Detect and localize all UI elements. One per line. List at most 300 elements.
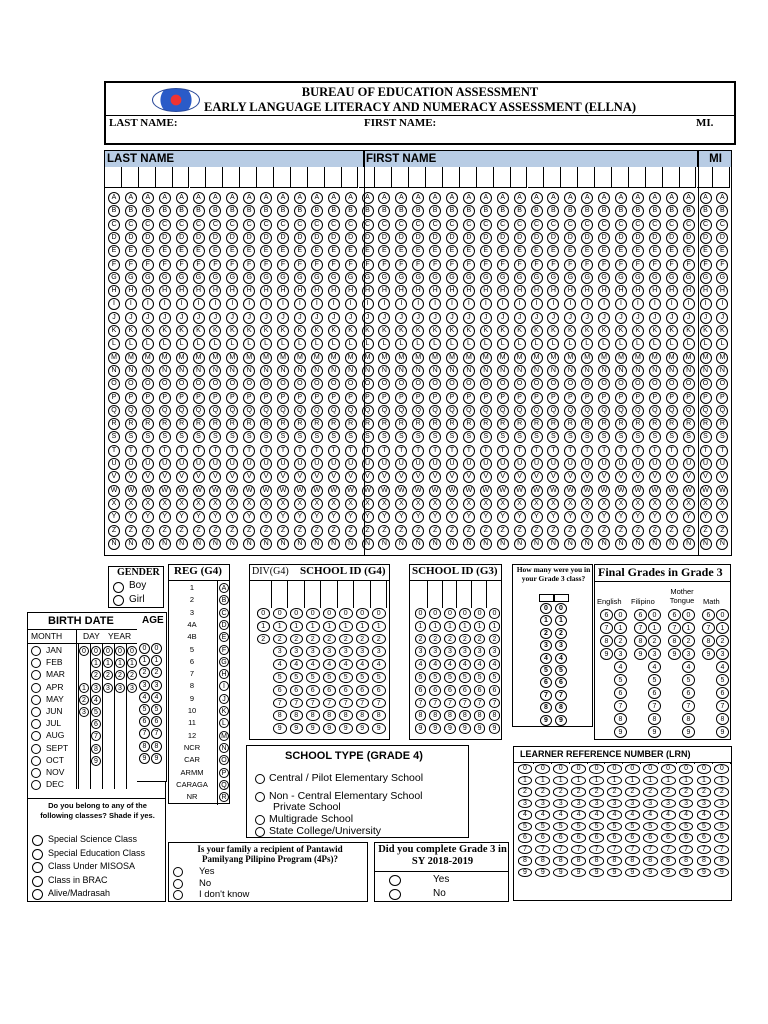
name-letter-bubble[interactable]: P xyxy=(581,392,593,404)
name-letter-box[interactable] xyxy=(511,167,528,188)
school-type-bubble[interactable] xyxy=(255,792,265,802)
name-letter-bubble[interactable]: U xyxy=(277,458,289,470)
age-digit-bubble[interactable]: 4 xyxy=(139,692,150,703)
school-id-g4-digit-box[interactable] xyxy=(255,580,272,608)
name-letter-bubble[interactable]: M xyxy=(683,352,695,364)
name-letter-bubble[interactable]: D xyxy=(294,232,306,244)
name-letter-bubble[interactable]: R xyxy=(463,418,475,430)
name-letter-bubble[interactable]: Ñ xyxy=(700,538,712,550)
name-letter-bubble[interactable]: W xyxy=(429,485,441,497)
name-letter-bubble[interactable]: M xyxy=(108,352,120,364)
name-letter-bubble[interactable]: T xyxy=(581,445,593,457)
name-letter-bubble[interactable]: F xyxy=(209,259,221,271)
name-letter-bubble[interactable]: T xyxy=(277,445,289,457)
name-letter-bubble[interactable]: M xyxy=(716,352,728,364)
name-letter-bubble[interactable]: J xyxy=(598,312,610,324)
school-id-g4-digit-bubble[interactable]: 1 xyxy=(290,621,304,632)
name-letter-bubble[interactable]: B xyxy=(564,205,576,217)
name-letter-bubble[interactable]: B xyxy=(260,205,272,217)
name-letter-bubble[interactable]: J xyxy=(226,312,238,324)
date-digit-bubble[interactable]: 3 xyxy=(91,683,101,693)
lrn-digit-bubble[interactable]: 8 xyxy=(661,856,676,866)
name-letter-bubble[interactable]: M xyxy=(395,352,407,364)
name-letter-bubble[interactable]: O xyxy=(514,378,526,390)
name-letter-bubble[interactable]: U xyxy=(226,458,238,470)
name-letter-bubble[interactable]: C xyxy=(514,219,526,231)
name-letter-bubble[interactable]: Z xyxy=(463,525,475,537)
name-letter-bubble[interactable]: E xyxy=(615,245,627,257)
name-letter-bubble[interactable]: V xyxy=(311,471,323,483)
name-letter-bubble[interactable]: K xyxy=(531,325,543,337)
name-letter-bubble[interactable]: E xyxy=(632,245,644,257)
final-grade-ones-bubble[interactable]: 4 xyxy=(716,661,729,673)
name-letter-bubble[interactable]: U xyxy=(564,458,576,470)
region-bubble[interactable]: J xyxy=(219,694,229,704)
name-letter-bubble[interactable]: V xyxy=(328,471,340,483)
name-letter-bubble[interactable]: H xyxy=(547,285,559,297)
name-letter-bubble[interactable]: U xyxy=(328,458,340,470)
lrn-digit-bubble[interactable]: 6 xyxy=(625,833,640,843)
name-letter-bubble[interactable]: L xyxy=(395,338,407,350)
name-letter-bubble[interactable]: U xyxy=(159,458,171,470)
name-letter-bubble[interactable]: B xyxy=(176,205,188,217)
name-letter-bubble[interactable]: Y xyxy=(649,511,661,523)
name-letter-bubble[interactable]: H xyxy=(108,285,120,297)
name-letter-bubble[interactable]: V xyxy=(683,471,695,483)
name-letter-bubble[interactable]: Y xyxy=(632,511,644,523)
final-grade-tens-bubble[interactable]: 8 xyxy=(634,635,647,647)
name-letter-bubble[interactable]: P xyxy=(615,392,627,404)
name-letter-bubble[interactable]: C xyxy=(243,219,255,231)
school-id-g4-digit-bubble[interactable]: 4 xyxy=(290,659,304,670)
class-size-digit-bubble[interactable]: 3 xyxy=(555,640,567,651)
name-letter-bubble[interactable]: L xyxy=(598,338,610,350)
lrn-digit-bubble[interactable]: 9 xyxy=(625,868,640,878)
name-letter-bubble[interactable]: D xyxy=(716,232,728,244)
name-letter-bubble[interactable]: L xyxy=(378,338,390,350)
region-bubble[interactable]: E xyxy=(219,632,229,642)
lrn-digit-bubble[interactable]: 5 xyxy=(714,822,729,832)
school-id-g4-digit-bubble[interactable]: 5 xyxy=(290,672,304,683)
name-letter-bubble[interactable]: M xyxy=(581,352,593,364)
class-option-bubble[interactable] xyxy=(32,835,43,846)
name-letter-bubble[interactable]: I xyxy=(547,298,559,310)
name-letter-bubble[interactable]: C xyxy=(328,219,340,231)
name-letter-bubble[interactable]: E xyxy=(581,245,593,257)
lrn-digit-bubble[interactable]: 9 xyxy=(571,868,586,878)
name-letter-bubble[interactable]: O xyxy=(395,378,407,390)
lrn-digit-bubble[interactable]: 4 xyxy=(714,810,729,820)
lrn-digit-bubble[interactable]: 9 xyxy=(607,868,622,878)
name-letter-bubble[interactable]: F xyxy=(547,259,559,271)
name-letter-bubble[interactable]: R xyxy=(176,418,188,430)
name-letter-bubble[interactable]: R xyxy=(193,418,205,430)
lrn-digit-bubble[interactable]: 5 xyxy=(553,822,568,832)
school-id-g4-digit-bubble[interactable]: 4 xyxy=(372,659,386,670)
name-letter-bubble[interactable]: D xyxy=(547,232,559,244)
name-letter-bubble[interactable]: B xyxy=(649,205,661,217)
name-letter-bubble[interactable]: D xyxy=(666,232,678,244)
name-letter-bubble[interactable]: Ñ xyxy=(615,538,627,550)
name-letter-bubble[interactable]: J xyxy=(176,312,188,324)
lrn-digit-bubble[interactable]: 8 xyxy=(553,856,568,866)
school-id-g3-digit-bubble[interactable]: 3 xyxy=(489,646,501,657)
lrn-digit-bubble[interactable]: 2 xyxy=(589,787,604,797)
school-id-g4-digit-bubble[interactable]: 8 xyxy=(323,710,337,721)
school-id-g4-digit-bubble[interactable]: 8 xyxy=(273,710,287,721)
final-grade-ones-bubble[interactable]: 0 xyxy=(716,609,729,621)
name-letter-bubble[interactable]: W xyxy=(463,485,475,497)
name-letter-bubble[interactable]: C xyxy=(277,219,289,231)
lrn-digit-bubble[interactable]: 4 xyxy=(518,810,533,820)
name-letter-box[interactable] xyxy=(359,167,376,188)
lrn-digit-bubble[interactable]: 6 xyxy=(714,833,729,843)
name-letter-box[interactable] xyxy=(274,167,291,188)
month-bubble[interactable] xyxy=(31,731,41,741)
name-letter-bubble[interactable]: S xyxy=(497,431,509,443)
lrn-digit-bubble[interactable]: 3 xyxy=(679,799,694,809)
school-id-g3-digit-bubble[interactable]: 9 xyxy=(489,723,501,734)
name-letter-bubble[interactable]: X xyxy=(463,498,475,510)
name-letter-bubble[interactable]: Ñ xyxy=(176,538,188,550)
name-letter-bubble[interactable]: W xyxy=(683,485,695,497)
lrn-digit-bubble[interactable]: 2 xyxy=(625,787,640,797)
date-digit-bubble[interactable]: 2 xyxy=(79,695,89,705)
name-letter-bubble[interactable]: X xyxy=(243,498,255,510)
name-letter-bubble[interactable]: F xyxy=(260,259,272,271)
name-letter-bubble[interactable]: F xyxy=(429,259,441,271)
school-id-g3-digit-bubble[interactable]: 7 xyxy=(489,698,501,709)
gender-boy-bubble[interactable] xyxy=(113,582,124,593)
name-letter-bubble[interactable]: C xyxy=(564,219,576,231)
name-letter-bubble[interactable]: L xyxy=(480,338,492,350)
name-letter-bubble[interactable]: G xyxy=(716,272,728,284)
name-letter-bubble[interactable]: N xyxy=(581,365,593,377)
name-letter-bubble[interactable]: M xyxy=(328,352,340,364)
region-bubble[interactable]: D xyxy=(219,620,229,630)
name-letter-bubble[interactable]: M xyxy=(125,352,137,364)
name-letter-bubble[interactable]: Z xyxy=(176,525,188,537)
school-id-g3-digit-bubble[interactable]: 1 xyxy=(429,621,441,632)
date-digit-bubble[interactable]: 5 xyxy=(91,707,101,717)
final-grade-ones-bubble[interactable]: 3 xyxy=(614,648,627,660)
name-letter-bubble[interactable]: H xyxy=(446,285,458,297)
name-letter-bubble[interactable]: X xyxy=(497,498,509,510)
class-size-digit-bubble[interactable]: 8 xyxy=(540,702,552,713)
name-letter-bubble[interactable]: N xyxy=(514,365,526,377)
pantawid-option-bubble[interactable] xyxy=(173,867,183,877)
name-letter-bubble[interactable]: L xyxy=(700,338,712,350)
name-letter-bubble[interactable]: Y xyxy=(277,511,289,523)
lrn-digit-bubble[interactable]: 4 xyxy=(535,810,550,820)
name-letter-bubble[interactable]: V xyxy=(395,471,407,483)
name-letter-bubble[interactable]: H xyxy=(345,285,357,297)
name-letter-bubble[interactable]: J xyxy=(311,312,323,324)
name-letter-bubble[interactable]: R xyxy=(716,418,728,430)
lrn-digit-bubble[interactable]: 6 xyxy=(589,833,604,843)
name-letter-bubble[interactable]: E xyxy=(176,245,188,257)
name-letter-bubble[interactable]: Z xyxy=(581,525,593,537)
school-id-g3-digit-box[interactable] xyxy=(443,580,458,608)
name-letter-bubble[interactable]: N xyxy=(378,365,390,377)
name-letter-bubble[interactable]: N xyxy=(463,365,475,377)
name-letter-bubble[interactable]: J xyxy=(615,312,627,324)
lrn-digit-bubble[interactable]: 1 xyxy=(661,776,676,786)
date-digit-bubble[interactable]: 0 xyxy=(79,646,89,656)
month-bubble[interactable] xyxy=(31,780,41,790)
final-grade-ones-bubble[interactable]: 5 xyxy=(682,674,695,686)
name-letter-bubble[interactable]: V xyxy=(209,471,221,483)
age-digit-bubble[interactable]: 7 xyxy=(151,728,162,739)
name-letter-bubble[interactable]: C xyxy=(531,219,543,231)
name-letter-bubble[interactable]: N xyxy=(328,365,340,377)
school-id-g3-digit-box[interactable] xyxy=(487,580,502,608)
name-letter-box[interactable] xyxy=(139,167,156,188)
name-letter-bubble[interactable]: Ñ xyxy=(547,538,559,550)
school-id-g4-digit-bubble[interactable]: 3 xyxy=(290,646,304,657)
name-letter-bubble[interactable]: Y xyxy=(531,511,543,523)
name-letter-bubble[interactable]: C xyxy=(209,219,221,231)
name-letter-bubble[interactable]: A xyxy=(159,192,171,204)
lrn-digit-bubble[interactable]: 5 xyxy=(661,822,676,832)
name-letter-bubble[interactable]: J xyxy=(277,312,289,324)
name-letter-bubble[interactable]: B xyxy=(480,205,492,217)
name-letter-bubble[interactable]: H xyxy=(328,285,340,297)
name-letter-bubble[interactable]: H xyxy=(395,285,407,297)
name-letter-bubble[interactable]: J xyxy=(683,312,695,324)
lrn-digit-bubble[interactable]: 4 xyxy=(625,810,640,820)
age-digit-bubble[interactable]: 3 xyxy=(139,680,150,691)
name-letter-bubble[interactable]: D xyxy=(649,232,661,244)
name-letter-bubble[interactable]: T xyxy=(666,445,678,457)
name-letter-bubble[interactable]: B xyxy=(700,205,712,217)
name-letter-bubble[interactable]: Y xyxy=(615,511,627,523)
final-grade-ones-bubble[interactable]: 8 xyxy=(682,713,695,725)
name-letter-bubble[interactable]: Q xyxy=(277,405,289,417)
school-id-g3-digit-bubble[interactable]: 2 xyxy=(489,634,501,645)
school-id-g3-digit-bubble[interactable]: 0 xyxy=(444,608,456,619)
name-letter-bubble[interactable]: N xyxy=(243,365,255,377)
name-letter-bubble[interactable]: Q xyxy=(108,405,120,417)
name-letter-bubble[interactable]: H xyxy=(463,285,475,297)
name-letter-bubble[interactable]: G xyxy=(243,272,255,284)
date-digit-bubble[interactable]: 3 xyxy=(103,683,113,693)
name-letter-bubble[interactable]: K xyxy=(632,325,644,337)
name-letter-bubble[interactable]: D xyxy=(632,232,644,244)
name-letter-bubble[interactable]: B xyxy=(159,205,171,217)
name-letter-bubble[interactable]: X xyxy=(412,498,424,510)
name-letter-bubble[interactable]: A xyxy=(615,192,627,204)
school-id-g4-digit-bubble[interactable]: 4 xyxy=(323,659,337,670)
name-letter-box[interactable] xyxy=(561,167,578,188)
name-letter-bubble[interactable]: K xyxy=(125,325,137,337)
name-letter-bubble[interactable]: P xyxy=(243,392,255,404)
lrn-digit-bubble[interactable]: 8 xyxy=(518,856,533,866)
name-letter-bubble[interactable]: K xyxy=(176,325,188,337)
name-letter-bubble[interactable]: U xyxy=(581,458,593,470)
name-letter-bubble[interactable]: Q xyxy=(564,405,576,417)
name-letter-bubble[interactable]: I xyxy=(531,298,543,310)
lrn-digit-bubble[interactable]: 4 xyxy=(607,810,622,820)
school-type-bubble[interactable] xyxy=(255,815,265,825)
name-letter-bubble[interactable]: W xyxy=(632,485,644,497)
school-id-g4-digit-bubble[interactable]: 5 xyxy=(339,672,353,683)
name-letter-bubble[interactable]: N xyxy=(345,365,357,377)
name-letter-bubble[interactable]: Y xyxy=(683,511,695,523)
name-letter-bubble[interactable]: R xyxy=(108,418,120,430)
school-id-g4-digit-bubble[interactable]: 1 xyxy=(273,621,287,632)
name-letter-bubble[interactable]: E xyxy=(531,245,543,257)
name-letter-bubble[interactable]: Y xyxy=(260,511,272,523)
lrn-digit-bubble[interactable]: 6 xyxy=(643,833,658,843)
lrn-digit-bubble[interactable]: 2 xyxy=(607,787,622,797)
name-letter-bubble[interactable]: N xyxy=(412,365,424,377)
name-letter-bubble[interactable]: X xyxy=(649,498,661,510)
name-letter-bubble[interactable]: J xyxy=(547,312,559,324)
name-letter-bubble[interactable]: V xyxy=(666,471,678,483)
name-letter-bubble[interactable]: W xyxy=(700,485,712,497)
region-bubble[interactable]: H xyxy=(219,669,229,679)
name-letter-bubble[interactable]: Q xyxy=(446,405,458,417)
name-letter-bubble[interactable]: A xyxy=(564,192,576,204)
name-letter-bubble[interactable]: R xyxy=(412,418,424,430)
final-grade-ones-bubble[interactable]: 6 xyxy=(682,687,695,699)
name-letter-bubble[interactable]: D xyxy=(598,232,610,244)
school-id-g4-digit-bubble[interactable]: 6 xyxy=(273,685,287,696)
name-letter-bubble[interactable]: I xyxy=(700,298,712,310)
name-letter-bubble[interactable]: T xyxy=(480,445,492,457)
lrn-digit-bubble[interactable]: 3 xyxy=(571,799,586,809)
name-letter-bubble[interactable]: N xyxy=(311,365,323,377)
school-id-g4-digit-bubble[interactable]: 8 xyxy=(339,710,353,721)
lrn-digit-bubble[interactable]: 6 xyxy=(571,833,586,843)
name-letter-bubble[interactable]: T xyxy=(632,445,644,457)
name-letter-bubble[interactable]: G xyxy=(649,272,661,284)
region-bubble[interactable]: M xyxy=(219,731,229,741)
name-letter-bubble[interactable]: Y xyxy=(666,511,678,523)
school-id-g3-digit-bubble[interactable]: 1 xyxy=(474,621,486,632)
name-letter-bubble[interactable]: U xyxy=(632,458,644,470)
name-letter-bubble[interactable]: B xyxy=(581,205,593,217)
final-grade-ones-bubble[interactable]: 3 xyxy=(716,648,729,660)
lrn-digit-bubble[interactable]: 8 xyxy=(697,856,712,866)
name-letter-box[interactable] xyxy=(409,167,426,188)
name-letter-bubble[interactable]: Q xyxy=(497,405,509,417)
final-grade-ones-bubble[interactable]: 8 xyxy=(614,713,627,725)
final-grade-ones-bubble[interactable]: 7 xyxy=(614,700,627,712)
name-letter-bubble[interactable]: R xyxy=(362,418,374,430)
name-letter-bubble[interactable]: G xyxy=(429,272,441,284)
name-letter-bubble[interactable]: Ñ xyxy=(497,538,509,550)
name-letter-bubble[interactable]: V xyxy=(412,471,424,483)
school-id-g4-digit-bubble[interactable]: 1 xyxy=(323,621,337,632)
name-letter-bubble[interactable]: L xyxy=(260,338,272,350)
name-letter-bubble[interactable]: Q xyxy=(649,405,661,417)
date-digit-bubble[interactable]: 2 xyxy=(91,670,101,680)
name-letter-bubble[interactable]: U xyxy=(395,458,407,470)
name-letter-bubble[interactable]: F xyxy=(108,259,120,271)
school-id-g4-digit-bubble[interactable]: 2 xyxy=(372,634,386,645)
school-id-g4-digit-bubble[interactable]: 1 xyxy=(257,621,271,632)
school-id-g4-digit-bubble[interactable]: 9 xyxy=(372,723,386,734)
name-letter-bubble[interactable]: Ñ xyxy=(666,538,678,550)
name-letter-box[interactable] xyxy=(308,167,325,188)
name-letter-bubble[interactable]: V xyxy=(497,471,509,483)
name-letter-bubble[interactable]: Z xyxy=(547,525,559,537)
school-id-g3-digit-bubble[interactable]: 0 xyxy=(429,608,441,619)
name-letter-bubble[interactable]: Q xyxy=(226,405,238,417)
name-letter-bubble[interactable]: U xyxy=(649,458,661,470)
name-letter-bubble[interactable]: I xyxy=(159,298,171,310)
name-letter-bubble[interactable]: C xyxy=(378,219,390,231)
name-letter-bubble[interactable]: S xyxy=(193,431,205,443)
name-letter-bubble[interactable]: I xyxy=(125,298,137,310)
lrn-digit-bubble[interactable]: 3 xyxy=(518,799,533,809)
name-letter-bubble[interactable]: L xyxy=(328,338,340,350)
name-letter-box[interactable] xyxy=(122,167,139,188)
name-letter-bubble[interactable]: T xyxy=(497,445,509,457)
name-letter-bubble[interactable]: O xyxy=(193,378,205,390)
school-id-g3-digit-bubble[interactable]: 0 xyxy=(489,608,501,619)
school-id-g4-digit-bubble[interactable]: 2 xyxy=(257,634,271,645)
school-id-g3-digit-bubble[interactable]: 3 xyxy=(415,646,427,657)
name-letter-bubble[interactable]: V xyxy=(564,471,576,483)
final-grade-ones-bubble[interactable]: 0 xyxy=(614,609,627,621)
name-letter-bubble[interactable]: G xyxy=(108,272,120,284)
month-bubble[interactable] xyxy=(31,719,41,729)
age-digit-bubble[interactable]: 2 xyxy=(139,667,150,678)
lrn-digit-bubble[interactable]: 9 xyxy=(679,868,694,878)
name-letter-bubble[interactable]: K xyxy=(378,325,390,337)
name-letter-bubble[interactable]: Q xyxy=(547,405,559,417)
name-letter-bubble[interactable]: K xyxy=(412,325,424,337)
date-digit-bubble[interactable]: 2 xyxy=(115,670,125,680)
school-id-g4-digit-bubble[interactable]: 9 xyxy=(339,723,353,734)
class-option-bubble[interactable] xyxy=(32,849,43,860)
lrn-digit-bubble[interactable]: 4 xyxy=(553,810,568,820)
name-letter-bubble[interactable]: A xyxy=(243,192,255,204)
name-letter-bubble[interactable]: E xyxy=(412,245,424,257)
name-letter-bubble[interactable]: T xyxy=(243,445,255,457)
name-letter-box[interactable] xyxy=(105,167,122,188)
name-letter-bubble[interactable]: I xyxy=(395,298,407,310)
age-digit-bubble[interactable]: 1 xyxy=(139,655,150,666)
name-letter-bubble[interactable]: C xyxy=(294,219,306,231)
name-letter-bubble[interactable]: V xyxy=(108,471,120,483)
name-letter-bubble[interactable]: F xyxy=(412,259,424,271)
name-letter-bubble[interactable]: A xyxy=(497,192,509,204)
date-digit-bubble[interactable]: 3 xyxy=(79,707,89,717)
name-letter-bubble[interactable]: Q xyxy=(412,405,424,417)
final-grade-ones-bubble[interactable]: 3 xyxy=(648,648,661,660)
name-letter-bubble[interactable]: V xyxy=(514,471,526,483)
name-letter-bubble[interactable]: D xyxy=(328,232,340,244)
name-letter-bubble[interactable]: Q xyxy=(328,405,340,417)
lrn-digit-bubble[interactable]: 7 xyxy=(607,845,622,855)
school-id-g3-digit-bubble[interactable]: 0 xyxy=(474,608,486,619)
name-letter-bubble[interactable]: Z xyxy=(564,525,576,537)
name-letter-bubble[interactable]: Y xyxy=(716,511,728,523)
name-letter-bubble[interactable]: I xyxy=(294,298,306,310)
age-digit-bubble[interactable]: 0 xyxy=(151,643,162,654)
name-letter-bubble[interactable]: O xyxy=(564,378,576,390)
name-letter-bubble[interactable]: B xyxy=(463,205,475,217)
name-letter-bubble[interactable]: A xyxy=(328,192,340,204)
name-letter-bubble[interactable]: S xyxy=(159,431,171,443)
name-letter-bubble[interactable]: S xyxy=(446,431,458,443)
name-letter-bubble[interactable]: V xyxy=(226,471,238,483)
name-letter-bubble[interactable]: P xyxy=(125,392,137,404)
